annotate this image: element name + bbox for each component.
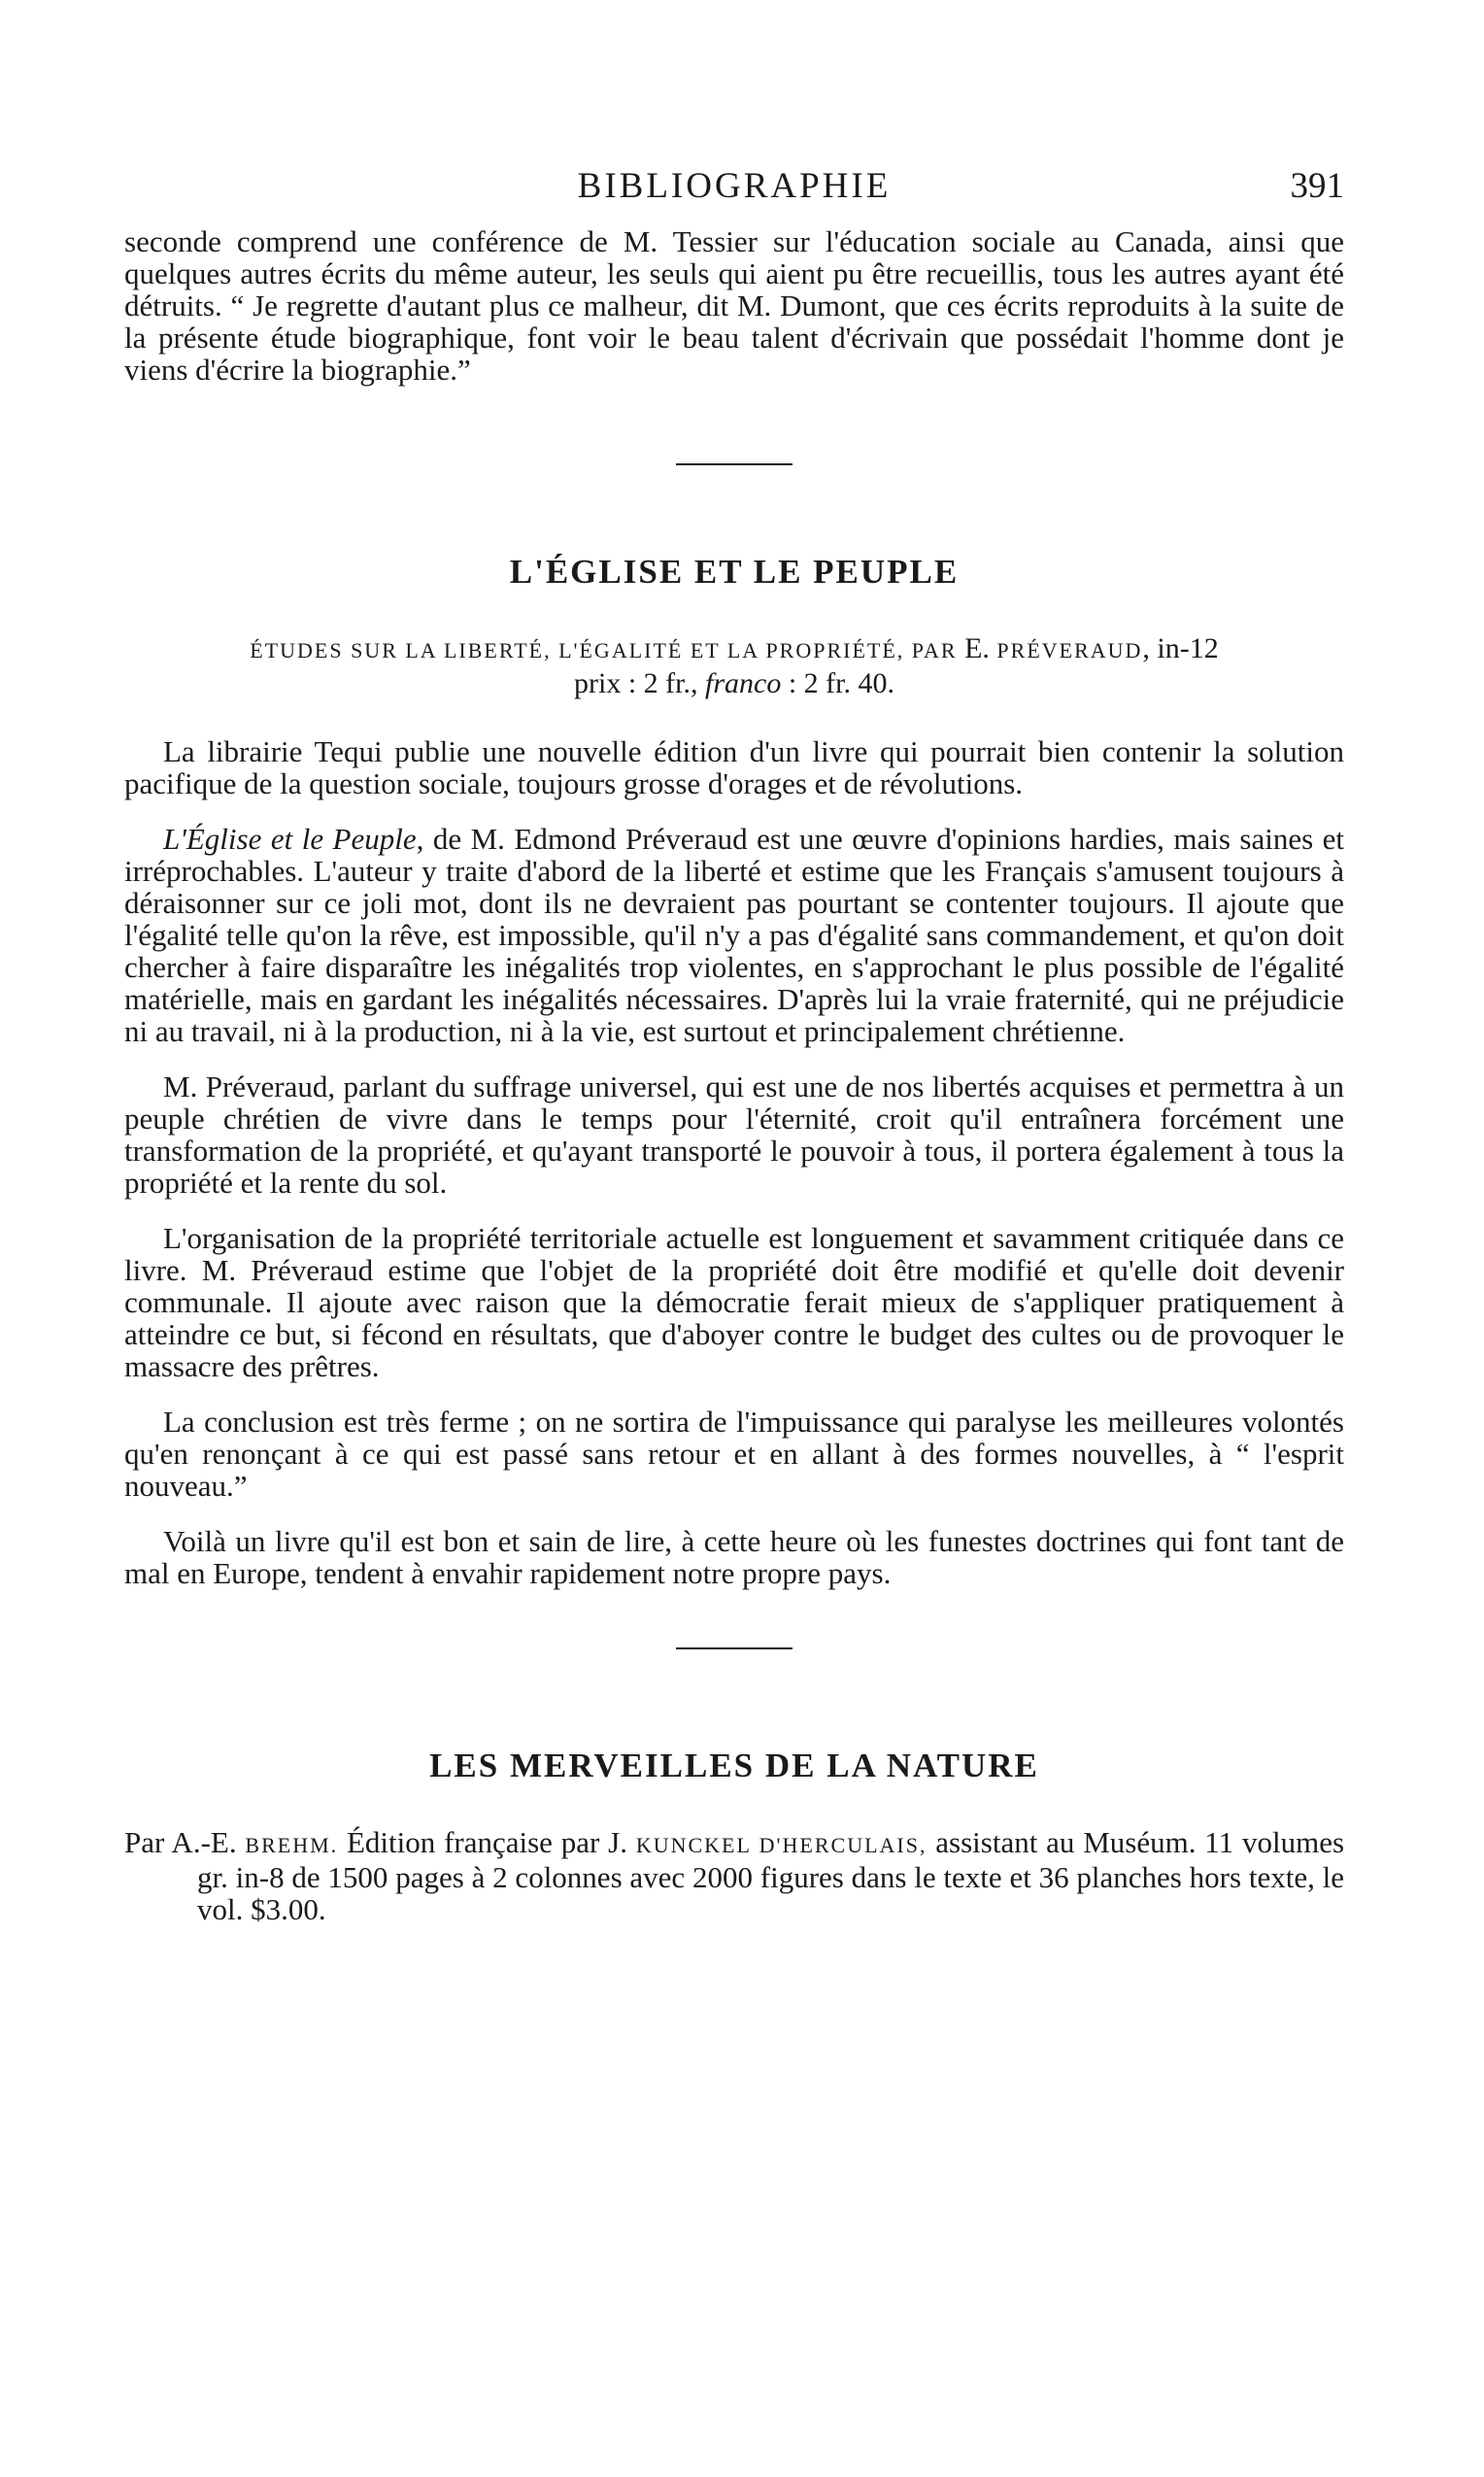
entry-details: assistant au Muséum. 11 volumes gr. in-8 de 1500 pages à 2 colonnes avec 2000 figures dans le texte et 36 planches hors texte, le vol. $3.00.: [197, 1825, 1345, 1926]
book-title-italic: L'Église et le Peuple: [163, 822, 417, 856]
book-entry-brehm: [124, 1826, 1344, 1925]
paragraph-1: La librairie Tequi publie une nouvelle édition d'un livre qui pourrait bien contenir la solution pacifique de la question sociale, toujours grosse d'orages et de révolutions.: [124, 734, 1344, 800]
paragraph-3: M. Préveraud, parlant du suffrage universel, qui est une de nos libertés acquises et permettra à un peuple chrétien de vivre dans le temps pour l'éternité, croit qu'il entraînera forcément une transformation de la propriété, et qu'ayant transporté le pouvoir à tous, il portera également à tous la propriété et la rente du sol.: [124, 1069, 1344, 1200]
running-title: BIBLIOGRAPHIE: [577, 166, 892, 206]
running-header: [124, 165, 1344, 214]
book-price-franco: franco: [705, 667, 782, 699]
paragraph-4: L'organisation de la propriété territoriale actuelle est longuement et savamment critiquée dans ce livre. M. Préveraud estime que l'objet de la propriété doit être modifié et qu'elle doit devenir communale. Il ajoute avec raison que la démocratie ferait mieux de s'appliquer pratiquement à atteindre ce but, si fécond en résultats, que d'aboyer contre le budget des cultes ou de provoquer le massacre des prêtres.: [124, 1221, 1344, 1383]
section-divider: [676, 1647, 793, 1649]
paragraph-5: La conclusion est très ferme ; on ne sortira de l'impuissance qui paralyse les meilleures volontés qu'en renonçant à ce qui est passé sans retour et en allant à des formes nouvelles, à “ l'esprit nouveau.”: [124, 1405, 1344, 1503]
section-divider: [676, 463, 793, 465]
page-number: 391: [1290, 166, 1344, 206]
author-initial: E.: [964, 632, 990, 664]
section-title-merveilles: LES MERVEILLES DE LA NATURE: [429, 1747, 1039, 1784]
book-subtitle: ÉTUDES SUR LA LIBERTÉ, L'ÉGALITÉ ET LA PROPRIÉTÉ, PAR: [250, 638, 958, 662]
entry-translator: KUNCKEL D'HERCULAIS,: [635, 1833, 928, 1857]
entry-prefix: Par A.-E.: [124, 1825, 237, 1859]
author-name: PRÉVERAUD: [996, 638, 1143, 662]
book-format: , in-12: [1142, 632, 1219, 664]
intro-paragraph: seconde comprend une conférence de M. Tessier sur l'éducation sociale au Canada, ainsi que quelques autres écrits du même auteur, les seuls qui aient pu être recueillis, tous les autres ayant été détruits. “ Je regrette d'autant plus ce malheur, dit M. Dumont, que ces écrits reproduits à la suite de la présente étude biographique, font voir le beau talent d'écrivain que possédait l'homme dont je viens d'écrire la biographie.”: [124, 224, 1344, 387]
paragraph-6: Voilà un livre qu'il est bon et sain de lire, à cette heure où les funestes doctrines qui font tant de mal en Europe, tendent à envahir rapidement notre propre pays.: [124, 1524, 1344, 1590]
book-reference: [124, 632, 1344, 700]
paragraph-2: [124, 823, 1344, 1047]
book-price-franco-value: : 2 fr. 40.: [788, 667, 894, 699]
paragraph-2-text: , de M. Edmond Préveraud est une œuvre d'opinions hardies, mais saines et irréprochables. L'auteur y traite d'abord de la liberté et estime que les Français s'amusent toujours à déraisonner sur ce joli mot, dont ils ne devraient pas pourtant se contenter toujours. Il ajoute que l'égalité telle qu'on la rêve, est impossible, qu'il n'y a pas d'égalité sans commandement, et qu'on doit chercher à faire disparaître les inégalités trop violentes, en s'approchant le plus possible de l'égalité matérielle, mais en gardant les inégalités nécessaires. D'après lui la vraie fraternité, qui ne préjudicie ni au travail, ni à la production, ni à la vie, est surtout et principalement chrétienne.: [124, 822, 1345, 1048]
book-page: [124, 165, 1344, 1925]
entry-edition: Édition française par J.: [346, 1825, 627, 1859]
section-title-eglise: L'ÉGLISE ET LE PEUPLE: [509, 553, 960, 591]
book-price: prix : 2 fr.,: [574, 667, 698, 699]
entry-author: BREHM.: [245, 1833, 339, 1857]
